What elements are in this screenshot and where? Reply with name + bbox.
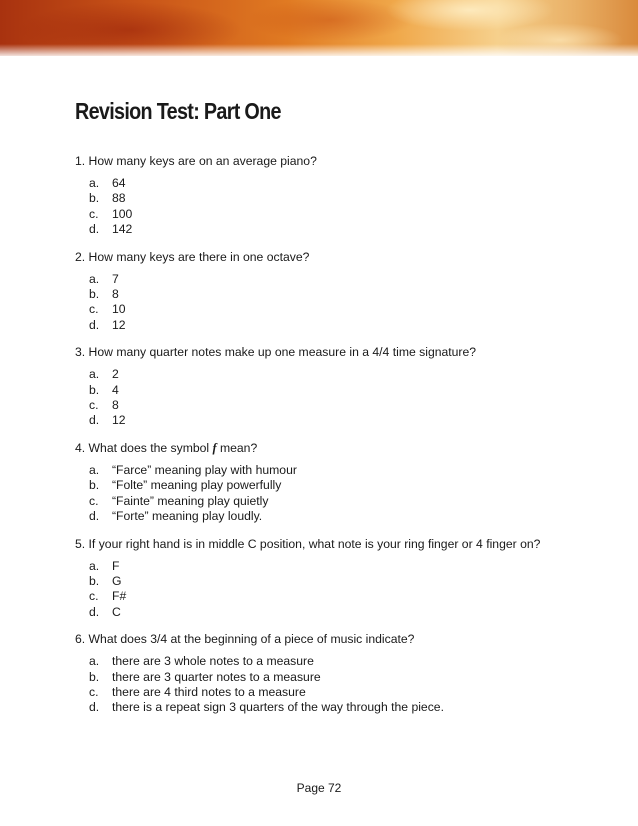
option-text: 2 [112,367,119,382]
answer-options [75,272,615,334]
option-c [75,685,615,700]
question-text-start: 4. What does the symbol [75,440,213,455]
option-a [75,272,615,287]
option-text: 8 [112,287,119,302]
option-text: there are 3 whole notes to a measure [112,654,314,669]
option-text: 64 [112,176,126,190]
option-letter: c. [89,398,99,413]
page-number: Page 72 [296,781,342,795]
option-letter: b. [89,573,100,588]
option-text: 7 [112,271,119,286]
option-text: F [112,558,120,573]
option-letter: d. [89,222,100,237]
option-c [75,302,615,317]
option-text: 12 [112,413,126,428]
option-b [75,191,615,206]
question-text-end: mean? [216,440,258,455]
option-a [75,463,615,478]
option-letter: d. [89,413,100,428]
option-text: 10 [112,302,126,317]
question-1 [75,154,615,238]
option-letter: c. [89,302,99,317]
question-list [75,154,615,728]
answer-options [75,463,615,525]
option-text: “Farce” meaning play with humour [112,462,297,477]
answer-options [75,654,615,716]
option-letter: d. [89,509,100,524]
option-b [75,478,615,493]
option-letter: d. [89,700,100,715]
option-text: there is a repeat sign 3 quarters of the way through the piece. [112,700,444,715]
option-letter: a. [89,176,100,190]
option-text: G [112,573,122,588]
answer-options [75,559,615,621]
forte-symbol: f [212,440,217,455]
question-2 [75,250,615,334]
option-a [75,367,615,382]
option-letter: b. [89,669,100,684]
option-d [75,605,615,620]
option-text: F# [112,589,127,604]
question-text [75,441,615,456]
question-text: 6. What does 3/4 at the beginning of a piece of music indicate? [75,632,415,647]
option-letter: b. [89,382,100,397]
option-letter: a. [89,462,100,477]
option-letter: a. [89,367,100,382]
option-letter: a. [89,558,100,573]
option-c [75,398,615,413]
option-text: “Fainte” meaning play quietly [112,493,269,508]
option-text: 8 [112,398,119,413]
option-letter: d. [89,317,100,332]
answer-options [75,367,615,429]
option-text: C [112,604,121,619]
option-text: “Folte” meaning play powerfully [112,478,282,493]
option-letter: c. [89,684,99,699]
option-text: there are 3 quarter notes to a measure [112,669,321,684]
option-d [75,509,615,524]
option-c [75,494,615,509]
option-letter: a. [89,271,100,286]
question-3 [75,345,615,429]
option-text: “Forte” meaning play loudly. [112,509,263,524]
option-letter: a. [89,654,100,669]
option-a [75,654,615,669]
option-text: 12 [112,317,126,332]
option-b [75,287,615,302]
option-text: 142 [112,222,133,237]
option-letter: c. [89,589,99,604]
page-title: Revision Test: Part One [75,98,281,124]
option-a [75,559,615,574]
option-letter: b. [89,191,100,206]
option-d [75,413,615,428]
answer-options [75,176,615,238]
question-text: 1. How many keys are on an average piano? [75,154,317,168]
option-d [75,318,615,333]
option-text: 4 [112,382,119,397]
question-text: 2. How many keys are there in one octave? [75,249,310,264]
option-b [75,574,615,589]
header-banner-fade [0,44,638,58]
option-letter: c. [89,206,99,221]
option-b [75,670,615,685]
question-text: 5. If your right hand is in middle C position, what note is your ring finger or 4 finger on? [75,536,541,551]
option-c [75,589,615,604]
option-text: there are 4 third notes to a measure [112,684,306,699]
question-4 [75,441,615,525]
option-letter: c. [89,493,99,508]
option-letter: b. [89,478,100,493]
question-5 [75,537,615,621]
option-d [75,222,615,237]
option-b [75,383,615,398]
option-letter: d. [89,604,100,619]
option-text: 100 [112,206,133,221]
question-text: 3. How many quarter notes make up one measure in a 4/4 time signature? [75,345,477,360]
question-6 [75,632,615,716]
option-a [75,176,615,191]
option-letter: b. [89,287,100,302]
option-c [75,207,615,222]
option-text: 88 [112,191,126,206]
option-d [75,700,615,715]
